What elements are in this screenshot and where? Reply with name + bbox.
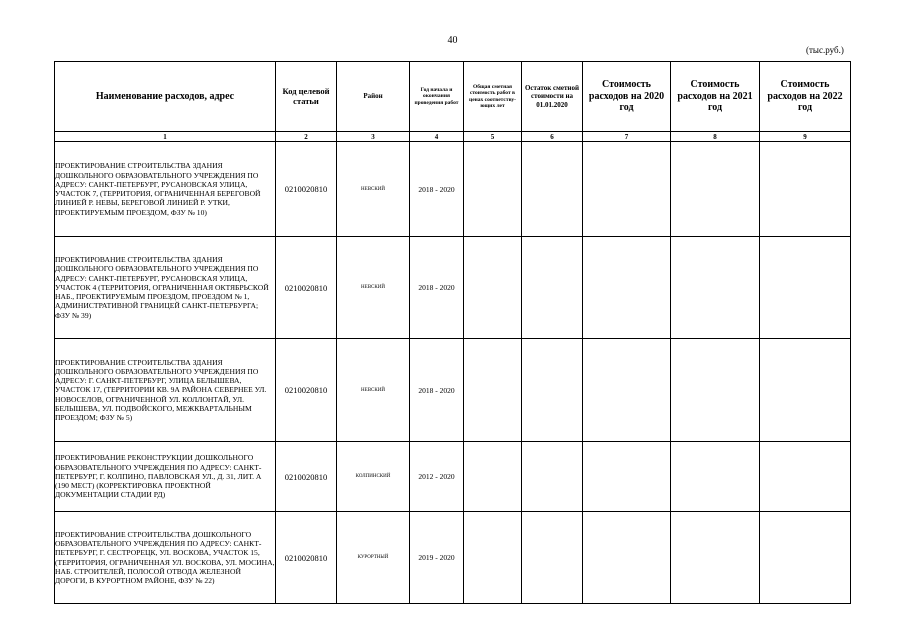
district: НЕВСКИЙ — [337, 142, 410, 237]
work-years: 2019 - 2020 — [410, 512, 464, 604]
cost-2022-cell — [760, 237, 851, 339]
target-code: 0210020810 — [276, 142, 337, 237]
budget-table — [54, 61, 851, 604]
expense-name: ПРОЕКТИРОВАНИЕ СТРОИТЕЛЬСТВА ДОШКОЛЬНОГО ОБРАЗОВАТЕЛЬНОГО УЧРЕЖДЕНИЯ ПО АДРЕСУ: САНКТ-ПЕТЕРБУРГ, Г. СЕСТРОРЕЦК, УЛ. ВОСКОВА, УЧАСТОК 15, (ТЕРРИТОРИЯ, ОГРАНИЧЕННАЯ УЛ. ВОСКОВА, УЛ. МОСИНА, НАБ. СТРОИТЕЛЕЙ, ПОЛОСОЙ ОТВОДА ЖЕЛЕЗНОЙ ДОРОГИ, В КУРОРТНОМ РАЙОНЕ, ФЗУ № 22) — [55, 512, 276, 604]
work-years: 2018 - 2020 — [410, 142, 464, 237]
cost-2022-cell — [760, 142, 851, 237]
expense-name: ПРОЕКТИРОВАНИЕ СТРОИТЕЛЬСТВА ЗДАНИЯ ДОШКОЛЬНОГО ОБРАЗОВАТЕЛЬНОГО УЧРЕЖДЕНИЯ ПО АДРЕСУ: САНКТ-ПЕТЕРБУРГ, РУСАНОВСКАЯ УЛИЦА, УЧАСТОК 4 (ТЕРРИТОРИЯ, ОГРАНИЧЕННАЯ ОКТЯБРЬСКОЙ НАБ., ПРОЕКТИРУЕМЫМ ПРОЕЗДОМ, ПРОЕЗДОМ № 1, АДМИНИСТРАТИВНОЙ ГРАНИЦЕЙ САНКТ-ПЕТЕРБУРГА; ФЗУ № 39) — [55, 237, 276, 339]
cost-2020-cell — [583, 442, 671, 512]
units-label: (тыс.руб.) — [806, 45, 844, 55]
column-number: 1 — [55, 132, 276, 142]
column-number: 5 — [464, 132, 522, 142]
cost-2022-cell — [760, 339, 851, 442]
estimate-cell — [464, 442, 522, 512]
work-years: 2018 - 2020 — [410, 237, 464, 339]
column-number: 7 — [583, 132, 671, 142]
target-code: 0210020810 — [276, 512, 337, 604]
column-number: 4 — [410, 132, 464, 142]
expense-name: ПРОЕКТИРОВАНИЕ СТРОИТЕЛЬСТВА ЗДАНИЯ ДОШКОЛЬНОГО ОБРАЗОВАТЕЛЬНОГО УЧРЕЖДЕНИЯ ПО АДРЕСУ: САНКТ-ПЕТЕРБУРГ, РУСАНОВСКАЯ УЛИЦА, УЧАСТОК 7, (ТЕРРИТОРИЯ, ОГРАНИЧЕННАЯ БЕРЕГОВОЙ ЛИНИЕЙ Р. НЕВЫ, БЕРЕГОВОЙ ЛИНИЕЙ Р. УТКИ, ПРОЕКТИРУЕМЫМ ПРОЕЗДОМ, ФЗУ № 10) — [55, 142, 276, 237]
estimate-cell — [464, 142, 522, 237]
table-row — [55, 237, 851, 339]
cost-2022-cell — [760, 442, 851, 512]
header-district: Район — [337, 62, 410, 132]
cost-2021-cell — [671, 142, 760, 237]
district: КОЛПИНСКИЙ — [337, 442, 410, 512]
column-number: 8 — [671, 132, 760, 142]
remainder-cell — [522, 339, 583, 442]
cost-2020-cell — [583, 142, 671, 237]
cost-2021-cell — [671, 237, 760, 339]
work-years: 2012 - 2020 — [410, 442, 464, 512]
district: НЕВСКИЙ — [337, 339, 410, 442]
column-number-row — [55, 132, 851, 142]
header-years: Год начала и окончания проведения работ — [410, 62, 464, 132]
cost-2020-cell — [583, 512, 671, 604]
header-cost-2020: Стоимость расходов на 2020 год — [583, 62, 671, 132]
cost-2021-cell — [671, 442, 760, 512]
cost-2021-cell — [671, 512, 760, 604]
cost-2020-cell — [583, 237, 671, 339]
column-number: 2 — [276, 132, 337, 142]
estimate-cell — [464, 237, 522, 339]
table-header-row — [55, 62, 851, 132]
estimate-cell — [464, 512, 522, 604]
remainder-cell — [522, 512, 583, 604]
target-code: 0210020810 — [276, 339, 337, 442]
remainder-cell — [522, 237, 583, 339]
cost-2020-cell — [583, 339, 671, 442]
header-cost-2021: Стоимость расходов на 2021 год — [671, 62, 760, 132]
header-name: Наименование расходов, адрес — [55, 62, 276, 132]
target-code: 0210020810 — [276, 442, 337, 512]
page-number: 40 — [447, 35, 458, 46]
remainder-cell — [522, 442, 583, 512]
estimate-cell — [464, 339, 522, 442]
header-code: Код целевой статьи — [276, 62, 337, 132]
table-row — [55, 339, 851, 442]
header-remainder: Остаток сметной стоимости на 01.01.2020 — [522, 62, 583, 132]
header-cost-2022: Стоимость расходов на 2022 год — [760, 62, 851, 132]
cost-2021-cell — [671, 339, 760, 442]
expense-name: ПРОЕКТИРОВАНИЕ РЕКОНСТРУКЦИИ ДОШКОЛЬНОГО ОБРАЗОВАТЕЛЬНОГО УЧРЕЖДЕНИЯ ПО АДРЕСУ: САНКТ-ПЕТЕРБУРГ, Г. КОЛПИНО, ПАВЛОВСКАЯ УЛ., Д. 31, ЛИТ. А (190 МЕСТ) (КОРРЕКТИРОВКА ПРОЕКТНОЙ ДОКУМЕНТАЦИИ СТАДИИ РД) — [55, 442, 276, 512]
table-row — [55, 442, 851, 512]
table-row — [55, 512, 851, 604]
district: НЕВСКИЙ — [337, 237, 410, 339]
column-number: 9 — [760, 132, 851, 142]
column-number: 6 — [522, 132, 583, 142]
header-estimate: Общая сметная стоимость работ в ценах соответству-ющих лет — [464, 62, 522, 132]
column-number: 3 — [337, 132, 410, 142]
work-years: 2018 - 2020 — [410, 339, 464, 442]
remainder-cell — [522, 142, 583, 237]
expense-name: ПРОЕКТИРОВАНИЕ СТРОИТЕЛЬСТВА ЗДАНИЯ ДОШКОЛЬНОГО ОБРАЗОВАТЕЛЬНОГО УЧРЕЖДЕНИЯ ПО АДРЕСУ: Г. САНКТ-ПЕТЕРБУРГ, УЛИЦА БЕЛЫШЕВА, УЧАСТОК 17, (ТЕРРИТОРИИ КВ. 9А РАЙОНА СЕВЕРНЕЕ УЛ. НОВОСЕЛОВ, ОГРАНИЧЕННОЙ УЛ. КОЛЛОНТАЙ, УЛ. БЕЛЫШЕВА, УЛ. ПОДВОЙСКОГО, МЕЖКВАРТАЛЬНЫМ ПРОЕЗДОМ; ФЗУ № 5) — [55, 339, 276, 442]
target-code: 0210020810 — [276, 237, 337, 339]
table-row — [55, 142, 851, 237]
district: КУРОРТНЫЙ — [337, 512, 410, 604]
cost-2022-cell — [760, 512, 851, 604]
